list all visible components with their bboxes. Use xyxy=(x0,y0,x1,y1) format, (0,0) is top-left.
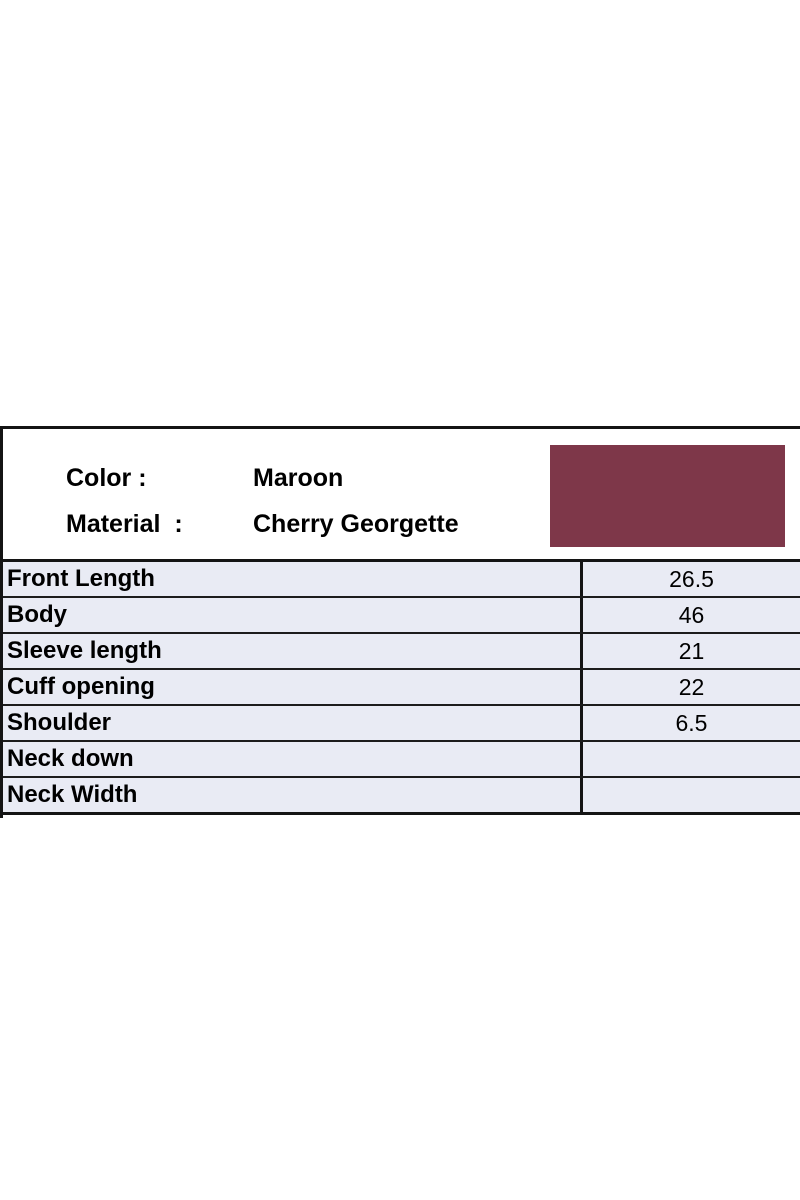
measurement-value: 26.5 xyxy=(580,562,800,596)
color-field xyxy=(66,463,343,493)
measurement-value: 46 xyxy=(580,598,800,632)
measurement-value: 21 xyxy=(580,634,800,668)
measurement-value: 6.5 xyxy=(580,706,800,740)
measurement-label: Front Length xyxy=(7,565,155,592)
measurement-label: Sleeve length xyxy=(7,637,162,664)
measurement-value xyxy=(580,742,800,776)
material-value: Cherry Georgette xyxy=(253,510,459,538)
material-label: Material : xyxy=(66,510,183,538)
material-field xyxy=(66,509,459,539)
measurement-value: 22 xyxy=(580,670,800,704)
measurement-label: Shoulder xyxy=(7,709,112,736)
measurement-label: Cuff opening xyxy=(7,673,155,700)
color-value: Maroon xyxy=(253,464,344,492)
color-swatch xyxy=(550,445,785,547)
table-row xyxy=(3,706,800,742)
table-row xyxy=(3,562,800,598)
table-row xyxy=(3,778,800,815)
color-label: Color : xyxy=(66,464,147,492)
table-row xyxy=(3,598,800,634)
measurements-table xyxy=(3,559,800,815)
measurement-label: Neck down xyxy=(7,745,134,772)
panel-top-border xyxy=(0,426,800,429)
table-row xyxy=(3,670,800,706)
measurement-label: Body xyxy=(7,601,67,628)
measurement-label: Neck Width xyxy=(7,781,138,808)
table-row xyxy=(3,742,800,778)
measurement-value xyxy=(580,778,800,812)
table-row xyxy=(3,634,800,670)
